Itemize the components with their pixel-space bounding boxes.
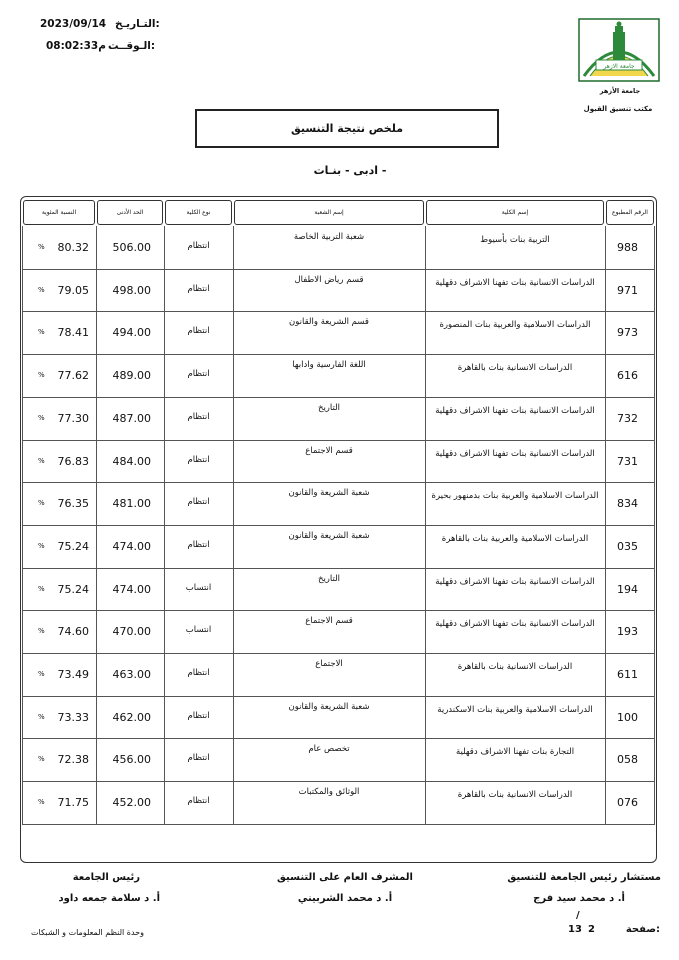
time-value: 08:02:33م — [46, 40, 106, 52]
code-cell: 616 — [617, 369, 638, 383]
page-title — [195, 109, 499, 148]
min-total-cell: 481.00 — [112, 497, 151, 511]
page-slash: / — [576, 910, 580, 921]
percent-sign: % — [38, 371, 45, 380]
type-cell: انتظام — [187, 796, 210, 807]
college-cell: الدراسات الانسانية بنات تفهنا الاشراف دقهلية — [435, 448, 595, 459]
min-total-cell: 462.00 — [112, 710, 151, 724]
college-cell: التربية بنات بأسيوط — [480, 235, 550, 245]
header-type: نوع الكلية — [165, 200, 232, 225]
percentage-cell: 75.24 — [57, 582, 89, 596]
percentage-cell: 78.41 — [57, 326, 89, 340]
row-separator — [22, 696, 655, 697]
code-cell: 971 — [617, 283, 638, 297]
code-cell: 973 — [617, 326, 638, 340]
percent-sign: % — [38, 243, 45, 251]
logo-text: جامعة الازهر — [603, 63, 635, 70]
office-name: مكتب تنسيق القبول — [583, 105, 653, 113]
min-total-cell: 470.00 — [112, 625, 151, 639]
percentage-cell: 71.75 — [57, 796, 89, 810]
row-separator — [22, 482, 655, 483]
min-total-cell: 484.00 — [112, 454, 151, 468]
type-cell: انتساب — [185, 625, 212, 636]
division-cell: التاريخ — [317, 573, 341, 584]
date-row — [40, 18, 170, 30]
college-cell: الدراسات الانسانية بنات تفهنا الاشراف دقهلية — [435, 405, 595, 416]
percent-sign: % — [38, 627, 45, 636]
row-separator — [22, 781, 655, 782]
college-cell: الدراسات الاسلامية والعربية بنات بالقاهرة — [441, 533, 589, 544]
min-total-cell: 498.00 — [112, 283, 151, 297]
sig2-name: أ. د محمد الشربيني — [297, 893, 393, 904]
unit-name: وحدة النظم المعلومات و الشبكات — [31, 928, 144, 937]
college-cell: الدراسات الانسانية بنات بالقاهرة — [457, 662, 573, 672]
percentage-cell: 77.30 — [57, 411, 89, 425]
college-cell: الدراسات الانسانية بنات تفهنا الاشراف دقهلية — [435, 277, 595, 288]
type-cell: انتظام — [187, 326, 210, 337]
page-total: 13 — [568, 924, 582, 935]
page-subtitle: - ادبى - بنـات — [313, 164, 387, 177]
type-cell: انتظام — [187, 411, 210, 422]
row-separator — [22, 653, 655, 654]
sig3-title: رئيس الجامعة — [72, 872, 140, 883]
header-percentage: النسبة المئوية — [23, 200, 95, 225]
min-total-cell: 452.00 — [112, 796, 151, 810]
code-cell: 076 — [617, 796, 638, 810]
type-cell: انتظام — [187, 539, 210, 550]
type-cell: انتظام — [187, 241, 210, 251]
percent-sign: % — [38, 285, 45, 294]
type-cell: انتظام — [187, 369, 210, 380]
percent-sign: % — [38, 755, 45, 764]
row-separator — [22, 610, 655, 611]
percent-sign: % — [38, 584, 45, 593]
code-cell: 732 — [617, 411, 638, 425]
page-title-text: ملخص نتيجة التنسيق — [290, 122, 404, 135]
header-code: الرقم المطبوع — [606, 200, 654, 225]
percent-sign: % — [38, 413, 45, 422]
code-cell: 611 — [617, 668, 638, 681]
college-cell: الدراسات الاسلامية والعربية بنات بدمنهور بحيرة — [431, 491, 599, 502]
college-cell: الدراسات الانسانية بنات تفهنا الاشراف دقهلية — [435, 576, 595, 587]
division-cell: الوثائق والمكتبات — [298, 787, 360, 798]
sig3-name: أ. د سلامة جمعه داود — [58, 893, 160, 904]
percentage-cell: 73.49 — [57, 668, 89, 681]
university-logo — [578, 18, 660, 82]
min-total-cell: 463.00 — [112, 668, 151, 681]
percent-sign: % — [38, 541, 45, 550]
percentage-cell: 80.32 — [57, 241, 89, 254]
header-division: إسم الشعبة — [234, 200, 424, 225]
date-label: التـاريـخ: — [115, 18, 160, 30]
row-separator — [22, 738, 655, 739]
type-cell: انتساب — [185, 582, 212, 593]
percent-sign: % — [38, 712, 45, 721]
min-total-cell: 494.00 — [112, 326, 151, 340]
percent-sign: % — [38, 456, 45, 465]
date-value: 2023/09/14 — [40, 18, 107, 30]
division-cell: شعبة الشريعة والقانون — [288, 701, 370, 712]
time-row — [46, 40, 176, 52]
percent-sign: % — [38, 670, 45, 678]
row-separator — [22, 397, 655, 398]
page-label: صفحة: — [625, 924, 660, 935]
row-separator — [22, 824, 655, 825]
percentage-cell: 72.38 — [57, 753, 89, 767]
row-separator — [22, 525, 655, 526]
time-label: الـوقــت: — [108, 40, 156, 52]
percentage-cell: 77.62 — [57, 369, 89, 383]
type-cell: انتظام — [187, 668, 210, 678]
code-cell: 731 — [617, 454, 638, 468]
percent-sign: % — [38, 798, 45, 807]
code-cell: 193 — [617, 625, 638, 639]
header-college: إسم الكلية — [426, 200, 604, 225]
type-cell: انتظام — [187, 753, 210, 764]
division-cell: تخصص عام — [308, 744, 350, 755]
division-cell: قسم الشريعة والقانون — [289, 317, 369, 328]
college-cell: الدراسات الانسانية بنات تفهنا الاشراف دقهلية — [435, 619, 595, 630]
header-min-total: الحد الأدنى — [97, 200, 163, 225]
percentage-cell: 79.05 — [57, 283, 89, 297]
division-cell: قسم الاجتماع — [305, 445, 353, 456]
page-value: 2 — [588, 924, 595, 935]
min-total-cell: 487.00 — [112, 411, 151, 425]
code-cell: 834 — [617, 497, 638, 511]
type-cell: انتظام — [187, 497, 210, 508]
sig1-name: أ. د محمد سيد فرج — [533, 893, 625, 904]
min-total-cell: 489.00 — [112, 369, 151, 383]
min-total-cell: 456.00 — [112, 753, 151, 767]
percent-sign: % — [38, 499, 45, 508]
min-total-cell: 474.00 — [112, 582, 151, 596]
percentage-cell: 74.60 — [57, 625, 89, 639]
college-cell: الدراسات الانسانية بنات بالقاهرة — [457, 363, 573, 374]
code-cell: 988 — [617, 241, 638, 254]
code-cell: 035 — [617, 539, 638, 553]
division-cell: شعبة الشريعة والقانون — [288, 488, 370, 499]
percentage-cell: 75.24 — [57, 539, 89, 553]
percentage-cell: 76.83 — [57, 454, 89, 468]
row-separator — [22, 354, 655, 355]
row-separator — [22, 568, 655, 569]
type-cell: انتظام — [187, 283, 210, 294]
sig1-title: مستشار رئيس الجامعة للتنسيق — [507, 872, 661, 883]
division-cell: الاجتماع — [315, 659, 343, 669]
division-cell: قسم الاجتماع — [305, 616, 353, 627]
sig2-title: المشرف العام على التنسيق — [277, 872, 413, 883]
division-cell: شعبة الشريعة والقانون — [288, 530, 370, 541]
division-cell: قسم رياض الاطفال — [294, 274, 364, 285]
percentage-cell: 76.35 — [57, 497, 89, 511]
row-separator — [22, 440, 655, 441]
division-cell: شعبة التربية الخاصة — [293, 232, 365, 242]
code-cell: 058 — [617, 753, 638, 767]
row-separator — [22, 269, 655, 270]
division-cell: اللغة الفارسية وادابها — [292, 360, 366, 371]
min-total-cell: 506.00 — [112, 241, 151, 254]
min-total-cell: 474.00 — [112, 539, 151, 553]
college-cell: الدراسات الاسلامية والعربية بنات المنصورة — [439, 320, 591, 331]
college-cell: الدراسات الاسلامية والعربية بنات الاسكندرية — [437, 704, 593, 715]
type-cell: انتظام — [187, 454, 210, 465]
college-cell: الدراسات الانسانية بنات بالقاهرة — [457, 790, 573, 801]
percent-sign: % — [38, 328, 45, 337]
division-cell: التاريخ — [317, 402, 341, 413]
code-cell: 100 — [617, 710, 638, 724]
university-name: جامعة الأزهر — [599, 87, 641, 95]
code-cell: 194 — [617, 582, 638, 596]
type-cell: انتظام — [187, 710, 210, 721]
college-cell: التجارة بنات تفهنا الاشراف دقهلية — [455, 747, 575, 758]
row-separator — [22, 311, 655, 312]
percentage-cell: 73.33 — [57, 710, 89, 724]
